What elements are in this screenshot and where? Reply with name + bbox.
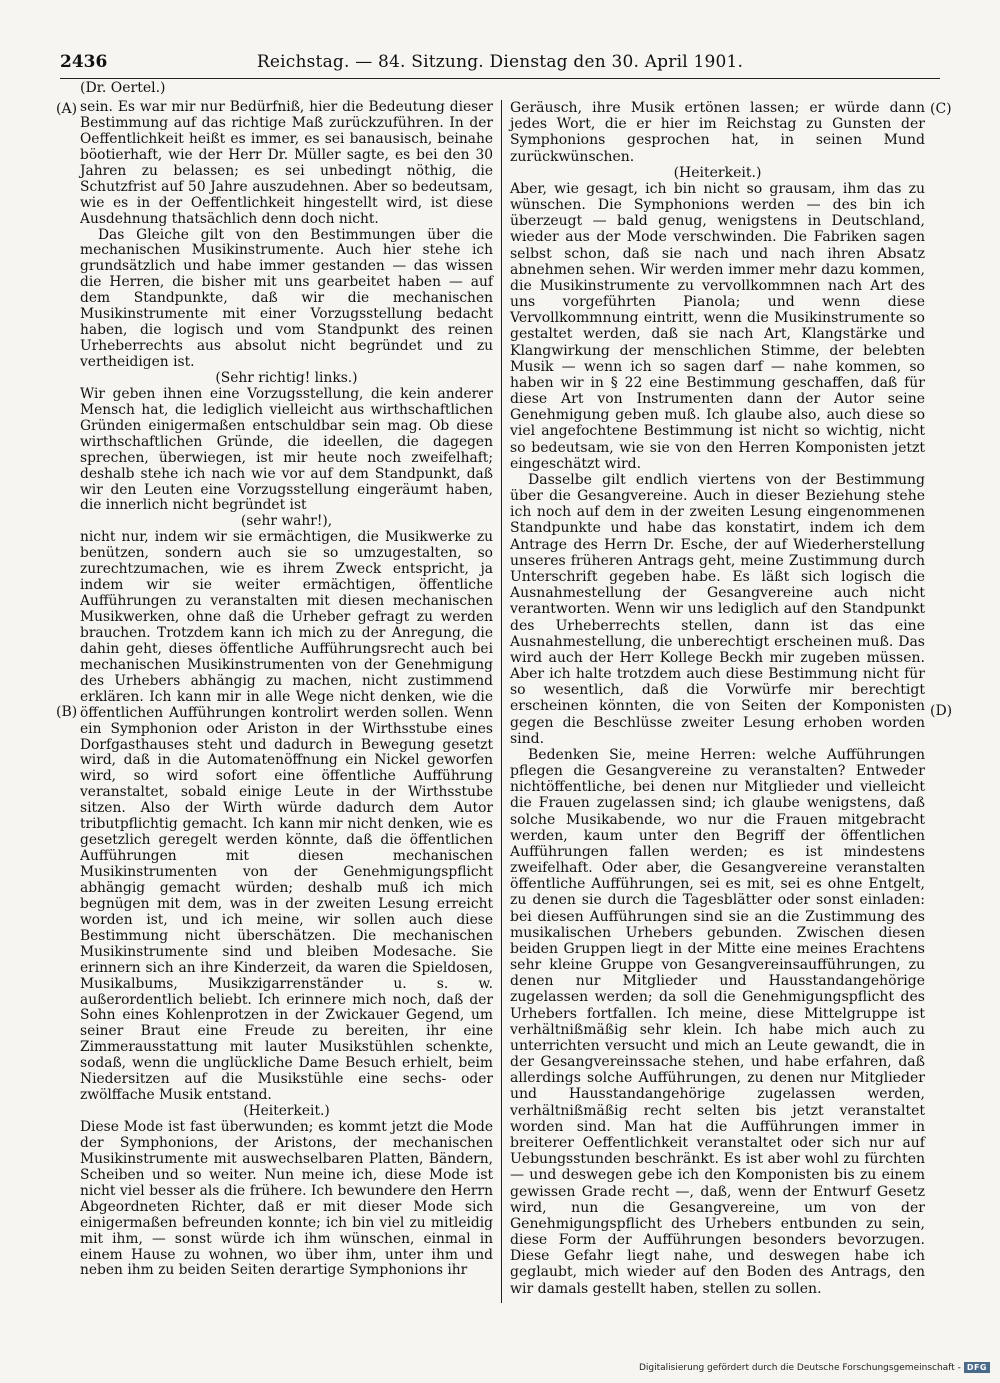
left-column [80,100,493,1279]
paragraph: Wir geben ihnen eine Vorzugsstellung, die kein anderer Mensch hat, die lediglich vielleicht aus wirthschaftlichen Gründen einigermaßen entschuldbar sein mag. Ob diese wirthschaftlichen Gründe, die ideellen, die dagegen sprechen, überwiegen, ist mir heute noch zweifelhaft; deshalb stehe ich nach wie vor auf dem Standpunkt, daß wir den Leuten eine Vorzugsstellung eingeräumt haben, die innerlich nicht begründet ist [80,385,493,514]
column-divider [501,100,502,1303]
dfg-logo: DFG [964,1362,990,1373]
interjection: (sehr wahr!), [240,513,333,530]
digitization-credit [639,1362,990,1373]
paragraph: nicht nur, indem wir sie ermächtigen, die Musikwerke zu benützen, sondern auch sie so umzugestalten, so zurechtzumachen, wie es ihrem Zweck entspricht, ja indem wir sie weiter ermächtigen, öffentliche Aufführungen zu veranstalten mit diesen mechanischen Musikwerken, ohne daß die Urheber gefragt zu werden brauchen. Trotzdem kann ich mich zu der Anregung, die dahin geht, dieses öffentliche Aufführungsrecht auch bei mechanischen Musikinstrumenten von der Genehmigung des Urhebers abhängig zu machen, nicht zustimmend erklären. Ich kann mir in alle Wege nicht denken, wie die öffentlichen Aufführungen kontrolirt werden sollen. Wenn ein Symphonion oder Ariston in der Wirthsstube eines Dorfgasthauses steht und dadurch in Bewegung gesetzt wird, daß in die Automatenöffnung ein Nickel geworfen wird, so wird sofort eine öffentliche Aufführung veranstaltet, sobald einige Leute in der Wirthsstube sitzen. Also der Wirth würde dadurch dem Autor tributpflichtig gemacht. Ich kann mir nicht denken, wie es gesetzlich geregelt werden könnte, daß die öffentlichen Aufführungen mit diesen mechanischen Musikinstrumenten von der Genehmigungspflicht abhängig gemacht würden; deshalb muß ich mich begnügen mit dem, was in der zweiten Lesung erreicht worden ist, und ich meine, wir sollen auch diese Bestimmung nicht überschätzen. Die mechanischen Musikinstrumente sind und bleiben Modesache. Sie erinnern sich an ihre Kinderzeit, da waren die Spieldosen, Musikalbums, Musikzigarrenständer u. s. w. außerordentlich beliebt. Ich erinnere mich noch, daß der Sohn eines Kohlenprotzen in der Zwickauer Gegend, um seiner Braut eine Freude zu bereiten, ihr eine Zimmerausstattung mit lauter Musikstühlen schenkte, sodaß, wenn die unglückliche Dame Besuch erhielt, beim Niedersitzen auf die Musikstühle eine sechs- oder zwölffache Musik entstand. [80,529,493,1104]
right-column [510,100,925,1297]
paragraph: Diese Mode ist fast überwunden; es kommt jetzt die Mode der Symphonions, der Aristons, der mechanischen Musikinstrumente mit auswechselbaren Platten, Bändern, Scheiben und so weiter. Nun meine ich, diese Mode ist nicht viel besser als die frühere. Ich bewundere den Herrn Abgeordneten Richter, daß er mit dieser Mode sich einigermaßen befreunden konnte; ich bin viel zu mitleidig mit ihm, — sonst würde ich ihm wünschen, einmal in einem Hause zu wohnen, wo über ihm, unter ihm und neben ihm zu beiden Seiten derartige Symphonions ihr [80,1119,493,1279]
credit-text: Digitalisierung gefördert durch die Deutsche Forschungsgemeinschaft - [638,1362,961,1373]
margin-marker-d: (D) [930,703,953,719]
interjection: (Heiterkeit.) [673,164,762,181]
paragraph: Aber, wie gesagt, ich bin nicht so grausam, ihm das zu wünschen. Die Symphonions werden — des bin ich überzeugt — bald genug, wenigstens in Deutschland, wieder aus der Mode verschwinden. Die Fabriken sagen selbst schon, daß sie nach und nach ihren Absatz abnehmen sehen. Wir werden immer mehr dazu kommen, die Musikinstrumente zu vervollkommnen nach Art des uns vorgeführten Pianola; und wenn diese Vervollkommnung eintritt, wenn die Musikinstrumente so gestaltet werden, daß sie nach Art, Klangstärke und Klangwirkung der menschlichen Stimme, der belebten Musik — wenn ich so sagen darf — nahe kommen, so haben wir in § 22 eine Bestimmung geschaffen, daß für diese Art von Instrumenten dann der Autor seine Genehmigung geben muß. Ich glaube also, auch diese so viel angefochtene Bestimmung ist nicht so wichtig, nicht so bedeutsam, wie sie von den Herren Komponisten jetzt eingeschätzt wird. [510,180,925,472]
speaker-label: (Dr. Oertel.) [80,80,166,96]
paragraph: Dasselbe gilt endlich viertens von der Bestimmung über die Gesangvereine. Auch in dieser Beziehung stehe ich noch auf dem in der zweiten Lesung eingenommenen Standpunkte und habe das konstatirt, indem ich dem Antrage des Herrn Dr. Esche, der auf Wiederherstellung unseres früheren Antrags geht, meine Zustimmung durch Unterschrift gegeben habe. Es läßt sich logisch die Ausnahmestellung der Gesangvereine auch nicht verantworten. Wenn wir uns lediglich auf den Standpunkt des Urheberrechts stellen, dann ist das eine Ausnahmestellung, die unberechtigt erscheinen muß. Das wird auch der Herr Kollege Beckh mir zugeben müssen. Aber ich halte trotzdem auch diese Bestimmung nicht für so wesentlich, daß die Vorwürfe mir berechtigt erscheinen könnten, die von Seiten der Komponisten gegen die Beschlüsse zweiter Lesung erhoben worden sind. [510,471,925,747]
margin-marker-c: (C) [930,101,952,117]
interjection: (Heiterkeit.) [243,1103,330,1120]
header-rule [60,78,940,79]
paragraph: Bedenken Sie, meine Herren: welche Aufführungen pflegen die Gesangvereine zu veranstalten? Entweder nichtöffentliche, bei denen nur Mitglieder und vielleicht die Frauen zugelassen sind; ich glaube wenigstens, daß solche Musikabende, wo nur die Frauen mitgebracht werden, kaum unter den Begriff der öffentlichen Aufführungen fallen werden; es ist mindestens zweifelhaft. Oder aber, die Gesangvereine veranstalten öffentliche Aufführungen, sei es mit, sei es ohne Entgelt, zu denen sie durch die Tagesblätter oder sonst einladen: bei diesen Aufführungen sind sie an die Zustimmung des musikalischen Urhebers gebunden. Zwischen diesen beiden Gruppen liegt in der Mitte eine meines Erachtens sehr kleine Gruppe von Gesangvereinsaufführungen, zu denen nur Mitglieder und Hausstandangehörige zugelassen werden; da soll die Genehmigungspflicht des Urhebers fortfallen. Ich meine, diese Mittelgruppe ist verhältnißmäßig sehr klein. Ich habe mich auch zu unterrichten versucht und mich an Leute gewandt, die in der Gesangvereinssache stehen, und habe erfahren, daß allerdings solche Aufführungen, zu denen nur Mitglieder und Hausstandangehörige zugelassen werden, verhältnißmäßig recht selten bis jetzt veranstaltet worden sind. Man hat die Aufführungen immer in breiterer Oeffentlichkeit veranstaltet oder sich nur auf Uebungsstunden beschränkt. Es ist aber wohl zu fürchten — und deswegen gebe ich den Komponisten bis zu einem gewissen Grade recht —, daß, wenn der Entwurf Gesetz wird, nun die Gesangvereine, um von der Genehmigungspflicht des Urhebers entbunden zu sein, diese Form der Aufführungen besonders bevorzugen. Diese Gefahr liegt nahe, und deswegen habe ich geglaubt, mich wieder auf den Boden des Antrags, den wir damals gestellt haben, stellen zu sollen. [510,746,925,1297]
paragraph: Geräusch, ihre Musik ertönen lassen; er würde dann jedes Wort, die er hier im Reichstag zu Gunsten der Symphonions gesprochen hat, in seinen Mund zurückwünschen. [510,100,925,165]
interjection: (Sehr richtig! links.) [215,369,358,386]
margin-marker-a: (A) [56,101,78,117]
paragraph: Das Gleiche gilt von den Bestimmungen über die mechanischen Musikinstrumente. Auch hier stehe ich grundsätzlich und habe immer gestanden — das wissen die Herren, die bisher mit uns gearbeitet haben — auf dem Standpunkte, daß wir die mechanischen Musikinstrumente mit einer Vorzugsstellung bedacht haben, die logisch und vom Standpunkt des reinen Urheberrechts aus absolut nicht begründet und zu vertheidigen ist. [80,226,493,370]
running-head: Reichstag. — 84. Sitzung. Dienstag den 30. April 1901. [256,52,744,72]
page-header [60,52,940,76]
margin-marker-b: (B) [56,704,78,720]
page-number: 2436 [60,52,108,72]
paragraph: sein. Es war mir nur Bedürfniß, hier die Bedeutung dieser Bestimmung auf das richtige Maß zurückzuführen. In der Oeffentlichkeit heißt es immer, es sei banausisch, beinahe böotierhaft, wie der Herr Dr. Müller sagte, es bei den 30 Jahren zu belassen; es sei unbedingt nöthig, die Schutzfrist auf 50 Jahre auszudehnen. Aber so bedeutsam, wie es in der Oeffentlichkeit hingestellt wird, ist diese Ausdehnung thatsächlich denn doch nicht. [80,99,493,227]
